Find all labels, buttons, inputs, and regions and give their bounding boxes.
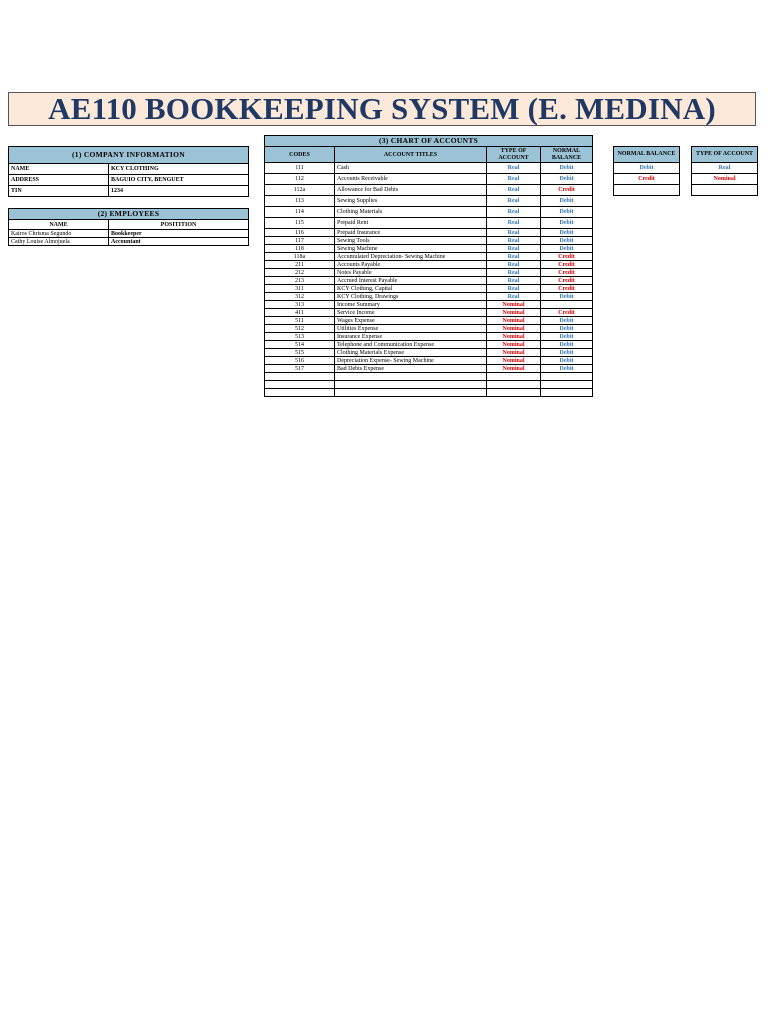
coa-code[interactable]: 113 — [265, 196, 335, 207]
coa-balance[interactable]: Debit — [541, 341, 593, 349]
coa-code[interactable]: 312 — [265, 293, 335, 301]
coa-type[interactable]: Nominal — [487, 365, 541, 373]
coa-balance[interactable]: Credit — [541, 185, 593, 196]
coa-balance[interactable]: Debit — [541, 218, 593, 229]
page-title: AE110 BOOKKEEPING SYSTEM (E. MEDINA) — [48, 91, 716, 126]
coa-code[interactable]: 118 — [265, 245, 335, 253]
coa-row — [265, 261, 593, 269]
coa-empty-cell[interactable] — [541, 389, 593, 397]
coa-row — [265, 185, 593, 196]
coa-balance[interactable]: Debit — [541, 196, 593, 207]
coa-code[interactable]: 516 — [265, 357, 335, 365]
employees-table — [8, 208, 249, 246]
coa-balance[interactable]: Debit — [541, 325, 593, 333]
employee-position[interactable]: Bookkeeper — [109, 230, 249, 238]
coa-title[interactable]: Bad Debts Expense — [335, 365, 487, 373]
company-address-value[interactable]: BAGUIO CITY, BENGUET — [109, 175, 249, 186]
coa-row — [265, 341, 593, 349]
employees-header: (2) EMPLOYEES — [9, 209, 249, 220]
coa-code[interactable]: 112a — [265, 185, 335, 196]
coa-balance[interactable]: Debit — [541, 207, 593, 218]
coa-code[interactable]: 517 — [265, 365, 335, 373]
coa-type[interactable]: Real — [487, 237, 541, 245]
coa-type[interactable]: Nominal — [487, 341, 541, 349]
coa-row — [265, 245, 593, 253]
coa-type[interactable]: Nominal — [487, 325, 541, 333]
company-info-header: (1) COMPANY INFORMATION — [9, 147, 249, 164]
employees-col-position: POSITITION — [109, 220, 249, 230]
coa-code[interactable]: 511 — [265, 317, 335, 325]
coa-title[interactable]: Clothing Materials — [335, 207, 487, 218]
coa-code[interactable]: 411 — [265, 309, 335, 317]
chart-of-accounts-table — [264, 135, 593, 397]
coa-body — [265, 163, 593, 397]
coa-type[interactable]: Nominal — [487, 317, 541, 325]
coa-type[interactable]: Real — [487, 253, 541, 261]
company-address-label: ADDRESS — [9, 175, 109, 186]
coa-title[interactable]: Accrued Interest Payable — [335, 277, 487, 285]
account-type-option[interactable]: Real — [692, 163, 758, 174]
coa-code[interactable]: 115 — [265, 218, 335, 229]
coa-empty-cell[interactable] — [487, 389, 541, 397]
coa-type[interactable]: Real — [487, 269, 541, 277]
coa-code[interactable]: 513 — [265, 333, 335, 341]
account-type-lookup-table — [691, 146, 758, 196]
coa-balance[interactable]: Debit — [541, 317, 593, 325]
coa-title[interactable]: Allowance for Bad Debts — [335, 185, 487, 196]
coa-title[interactable]: KCY Clothing, Drawings — [335, 293, 487, 301]
coa-type[interactable]: Real — [487, 285, 541, 293]
normal-balance-option[interactable]: Debit — [614, 163, 680, 174]
coa-balance[interactable]: Debit — [541, 357, 593, 365]
coa-row — [265, 269, 593, 277]
coa-balance[interactable]: Credit — [541, 309, 593, 317]
company-name-value[interactable]: KCY CLOTHING — [109, 164, 249, 175]
coa-empty-cell[interactable] — [265, 389, 335, 397]
coa-row — [265, 333, 593, 341]
employee-name[interactable]: Kairos Chrisma Segundo — [9, 230, 109, 238]
coa-col-titles: ACCOUNT TITLES — [335, 147, 487, 163]
coa-title[interactable]: Service Income — [335, 309, 487, 317]
coa-row — [265, 285, 593, 293]
coa-title[interactable]: Accumulated Depreciation- Sewing Machine — [335, 253, 487, 261]
coa-col-type: TYPE OF ACCOUNT — [487, 147, 541, 163]
coa-row — [265, 174, 593, 185]
coa-balance[interactable]: Credit — [541, 269, 593, 277]
coa-code[interactable]: 311 — [265, 285, 335, 293]
coa-balance[interactable]: Debit — [541, 349, 593, 357]
coa-empty-cell[interactable] — [335, 381, 487, 389]
employees-col-name: NAME — [9, 220, 109, 230]
coa-type[interactable]: Real — [487, 163, 541, 174]
coa-title[interactable]: Accounts Payable — [335, 261, 487, 269]
coa-title[interactable]: Insurance Expense — [335, 333, 487, 341]
coa-type[interactable]: Nominal — [487, 333, 541, 341]
coa-row — [265, 277, 593, 285]
coa-code[interactable]: 213 — [265, 277, 335, 285]
company-info-table — [8, 146, 249, 197]
coa-title[interactable]: Notes Payable — [335, 269, 487, 277]
coa-type[interactable]: Nominal — [487, 357, 541, 365]
coa-code[interactable]: 515 — [265, 349, 335, 357]
coa-empty-row — [265, 389, 593, 397]
coa-code[interactable]: 112 — [265, 174, 335, 185]
coa-row — [265, 301, 593, 309]
coa-balance[interactable]: Debit — [541, 163, 593, 174]
coa-balance[interactable]: Debit — [541, 237, 593, 245]
normal-balance-option[interactable]: Credit — [614, 174, 680, 185]
coa-empty-cell[interactable] — [335, 373, 487, 381]
coa-code[interactable]: 211 — [265, 261, 335, 269]
coa-code[interactable]: 512 — [265, 325, 335, 333]
coa-type[interactable]: Real — [487, 174, 541, 185]
coa-row — [265, 349, 593, 357]
account-type-lookup-header: TYPE OF ACCOUNT — [692, 147, 758, 163]
coa-title[interactable]: Sewing Machine — [335, 245, 487, 253]
coa-col-codes: CODES — [265, 147, 335, 163]
coa-row — [265, 293, 593, 301]
coa-balance[interactable] — [541, 301, 593, 309]
coa-empty-cell[interactable] — [487, 381, 541, 389]
coa-code[interactable]: 111 — [265, 163, 335, 174]
coa-type[interactable]: Real — [487, 196, 541, 207]
coa-code[interactable]: 212 — [265, 269, 335, 277]
coa-type[interactable]: Real — [487, 277, 541, 285]
coa-row — [265, 229, 593, 237]
coa-type[interactable]: Real — [487, 229, 541, 237]
coa-row — [265, 237, 593, 245]
coa-title[interactable]: Accounts Receivable — [335, 174, 487, 185]
coa-title[interactable]: Utilities Expense — [335, 325, 487, 333]
coa-row — [265, 163, 593, 174]
employee-position[interactable]: Accountant — [109, 238, 249, 246]
coa-row — [265, 325, 593, 333]
normal-balance-lookup-table — [613, 146, 680, 196]
account-type-empty[interactable] — [692, 185, 758, 196]
coa-type[interactable]: Real — [487, 218, 541, 229]
coa-type[interactable]: Real — [487, 261, 541, 269]
page-title-box — [8, 92, 756, 126]
account-type-option[interactable]: Nominal — [692, 174, 758, 185]
coa-code[interactable]: 514 — [265, 341, 335, 349]
coa-title[interactable]: Sewing Supplies — [335, 196, 487, 207]
employee-name[interactable]: Cathy Louise Almojuela — [9, 238, 109, 246]
coa-empty-cell[interactable] — [265, 373, 335, 381]
coa-code[interactable]: 117 — [265, 237, 335, 245]
coa-balance[interactable]: Debit — [541, 333, 593, 341]
coa-balance[interactable]: Debit — [541, 174, 593, 185]
coa-type[interactable]: Real — [487, 293, 541, 301]
coa-row — [265, 253, 593, 261]
coa-balance[interactable]: Debit — [541, 293, 593, 301]
coa-balance[interactable]: Credit — [541, 261, 593, 269]
coa-balance[interactable]: Credit — [541, 277, 593, 285]
company-name-label: NAME — [9, 164, 109, 175]
coa-title[interactable]: KCY Clothing, Capital — [335, 285, 487, 293]
coa-empty-cell[interactable] — [335, 389, 487, 397]
coa-balance[interactable]: Debit — [541, 245, 593, 253]
coa-balance[interactable]: Debit — [541, 365, 593, 373]
coa-empty-row — [265, 373, 593, 381]
coa-code[interactable]: 313 — [265, 301, 335, 309]
company-tin-label: TIN — [9, 186, 109, 197]
normal-balance-lookup-header: NORMAL BALANCE — [614, 147, 680, 163]
coa-title[interactable]: Sewing Tools — [335, 237, 487, 245]
coa-code[interactable]: 114 — [265, 207, 335, 218]
coa-row — [265, 317, 593, 325]
coa-code[interactable]: 116 — [265, 229, 335, 237]
coa-title[interactable]: Cash — [335, 163, 487, 174]
coa-empty-row — [265, 381, 593, 389]
coa-title[interactable]: Wages Expense — [335, 317, 487, 325]
coa-row — [265, 218, 593, 229]
coa-title[interactable]: Income Summary — [335, 301, 487, 309]
coa-type[interactable]: Real — [487, 185, 541, 196]
chart-of-accounts-header: (3) CHART OF ACCOUNTS — [265, 136, 593, 147]
coa-row — [265, 309, 593, 317]
coa-type[interactable]: Nominal — [487, 301, 541, 309]
coa-code[interactable]: 118a — [265, 253, 335, 261]
coa-title[interactable]: Clothing Materials Expense — [335, 349, 487, 357]
company-tin-value[interactable]: 1234 — [109, 186, 249, 197]
coa-row — [265, 357, 593, 365]
coa-row — [265, 196, 593, 207]
coa-balance[interactable]: Debit — [541, 229, 593, 237]
coa-col-balance: NORMAL BALANCE — [541, 147, 593, 163]
coa-row — [265, 207, 593, 218]
coa-balance[interactable]: Credit — [541, 253, 593, 261]
coa-title[interactable]: Telephone and Communication Expense — [335, 341, 487, 349]
coa-title[interactable]: Prepaid Rent — [335, 218, 487, 229]
coa-empty-cell[interactable] — [265, 381, 335, 389]
coa-empty-cell[interactable] — [541, 381, 593, 389]
coa-type[interactable]: Nominal — [487, 349, 541, 357]
coa-balance[interactable]: Credit — [541, 285, 593, 293]
coa-title[interactable]: Prepaid Insurance — [335, 229, 487, 237]
coa-type[interactable]: Real — [487, 207, 541, 218]
normal-balance-empty[interactable] — [614, 185, 680, 196]
coa-type[interactable]: Nominal — [487, 309, 541, 317]
coa-empty-cell[interactable] — [541, 373, 593, 381]
coa-type[interactable]: Real — [487, 245, 541, 253]
coa-row — [265, 365, 593, 373]
coa-title[interactable]: Depreciation Expense- Sewing Machine — [335, 357, 487, 365]
coa-empty-cell[interactable] — [487, 373, 541, 381]
